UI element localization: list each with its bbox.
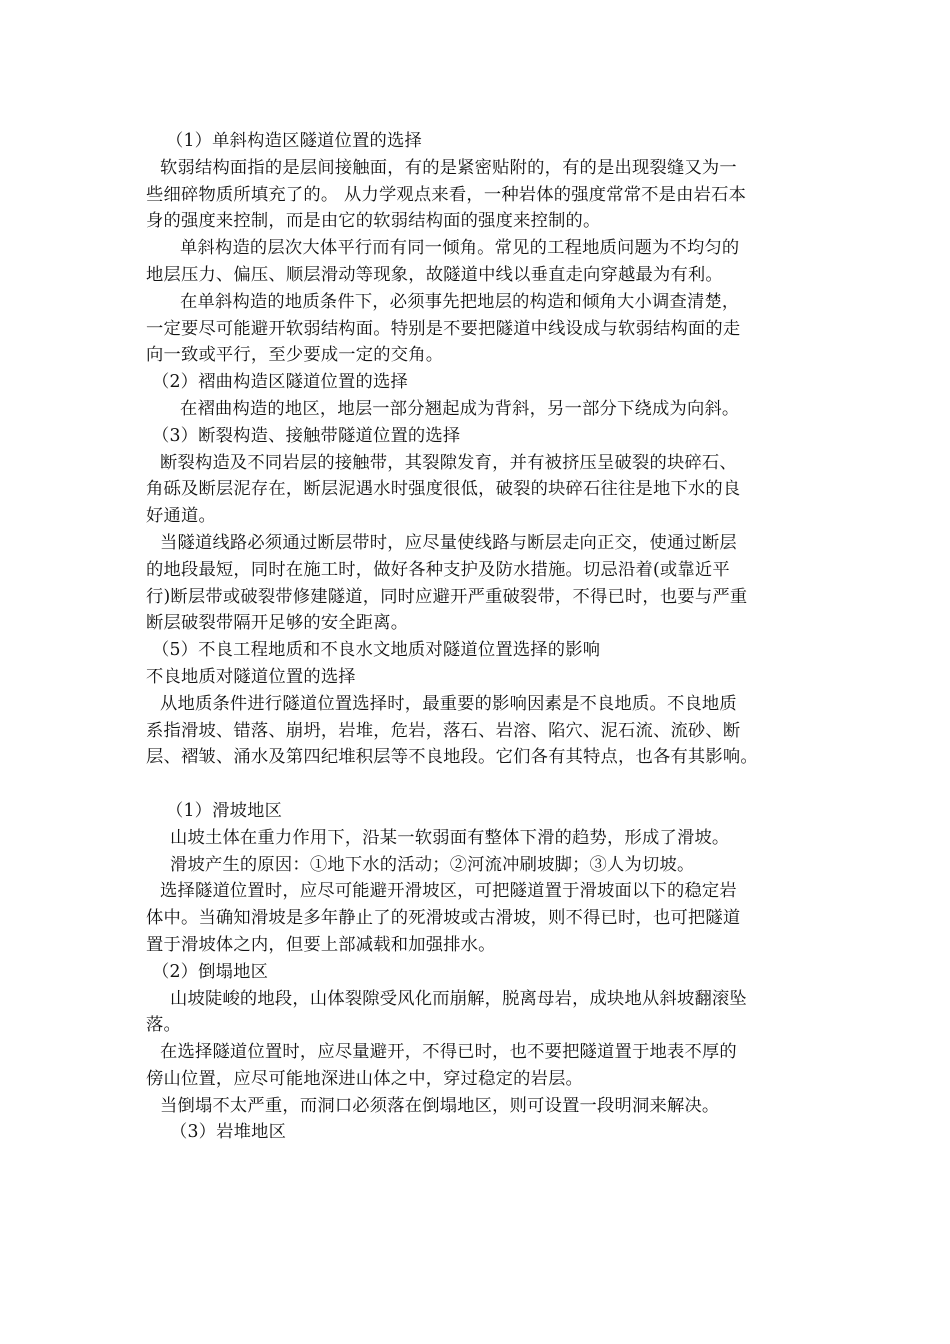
paragraph-line: 的地段最短，同时在施工时，做好各种支护及防水措施。切忌沿着(或靠近平 [146,559,730,580]
section-heading-2: （2）褶曲构造区隧道位置的选择 [152,372,408,393]
paragraph-line: 傍山位置，应尽可能地深进山体之中，穿过稳定的岩层。 [146,1068,584,1089]
paragraph-line: 在褶曲构造的地区，地层一部分翘起成为背斜，另一部分下绕成为向斜。 [180,398,740,419]
subsection-heading-collapse: （2）倒塌地区 [152,961,269,982]
paragraph-line: 系指滑坡、错落、崩坍，岩堆，危岩，落石、岩溶、陷穴、泥石流、流砂、断 [146,720,741,741]
paragraph-line: 断裂构造及不同岩层的接触带，其裂隙发育，并有被挤压呈破裂的块碎石、 [160,452,737,473]
paragraph-line: 当隧道线路必须通过断层带时，应尽量使线路与断层走向正交，使通过断层 [160,532,737,553]
paragraph-line: 山坡陡峻的地段，山体裂隙受风化而崩解，脱离母岩，成块地从斜坡翻滚坠 [170,988,747,1009]
section-heading-5: （5）不良工程地质和不良水文地质对隧道位置选择的影响 [152,640,601,661]
paragraph-line: 断层破裂带隔开足够的安全距离。 [146,613,409,634]
paragraph-line: 落。 [146,1015,181,1036]
section-heading-1: （1）单斜构造区隧道位置的选择 [166,131,422,151]
paragraph-line: 从地质条件进行隧道位置选择时，最重要的影响因素是不良地质。不良地质 [160,693,737,714]
paragraph-line: 选择隧道位置时，应尽可能避开滑坡区，可把隧道置于滑坡面以下的稳定岩 [160,881,737,902]
paragraph-line: 在单斜构造的地质条件下，必须事先把地层的构造和倾角大小调查清楚， [180,291,740,312]
paragraph-line: 层、褶皱、涌水及第四纪堆积层等不良地段。它们各有其特点，也各有其影响。 [146,747,758,768]
paragraph-line: 地层压力、偏压、顺层滑动等现象，故隧道中线以垂直走向穿越最为有利。 [146,264,723,285]
paragraph-line: 置于滑坡体之内，但要上部减载和加强排水。 [146,934,496,955]
paragraph-line: 体中。当确知滑坡是多年静止了的死滑坡或古滑坡，则不得已时，也可把隧道 [146,908,741,929]
paragraph-line: 山坡土体在重力作用下，沿某一软弱面有整体下滑的趋势，形成了滑坡。 [170,827,730,848]
paragraph-line: 一定要尽可能避开软弱结构面。特别是不要把隧道中线设成与软弱结构面的走 [146,318,741,339]
paragraph-line: 向一致或平行，至少要成一定的交角。 [146,345,444,366]
paragraph-line: 滑坡产生的原因：①地下水的活动；②河流冲刷坡脚；③人为切坡。 [170,854,695,875]
subsection-heading-talus: （3）岩堆地区 [170,1122,287,1143]
section-heading-3: （3）断裂构造、接触带隧道位置的选择 [152,425,461,446]
paragraph-line: 单斜构造的层次大体平行而有同一倾角。常见的工程地质问题为不均匀的 [180,238,740,259]
subsection-heading-landslide: （1）滑坡地区 [166,800,283,821]
paragraph-line: 身的强度来控制，而是由它的软弱结构面的强度来控制的。 [146,211,601,232]
blank-line [146,771,810,798]
paragraph-line: 些细碎物质所填充了的。 从力学观点来看，一种岩体的强度常常不是由岩石本 [146,184,747,205]
paragraph-line: 角砾及断层泥存在，断层泥遇水时强度很低，破裂的块碎石往往是地下水的良 [146,479,741,500]
document-body [146,128,810,1146]
paragraph-line: 当倒塌不太严重，而洞口必须落在倒塌地区，则可设置一段明洞来解决。 [160,1095,720,1116]
paragraph-line: 在选择隧道位置时，应尽量避开，不得已时，也不要把隧道置于地表不厚的 [160,1042,737,1063]
paragraph-line: 软弱结构面指的是层间接触面，有的是紧密贴附的，有的是出现裂缝又为一 [160,157,737,178]
paragraph-line: 行)断层带或破裂带修建隧道，同时应避开严重破裂带，不得已时，也要与严重 [146,586,748,607]
subsection-heading: 不良地质对隧道位置的选择 [146,666,356,687]
paragraph-line: 好通道。 [146,506,216,527]
